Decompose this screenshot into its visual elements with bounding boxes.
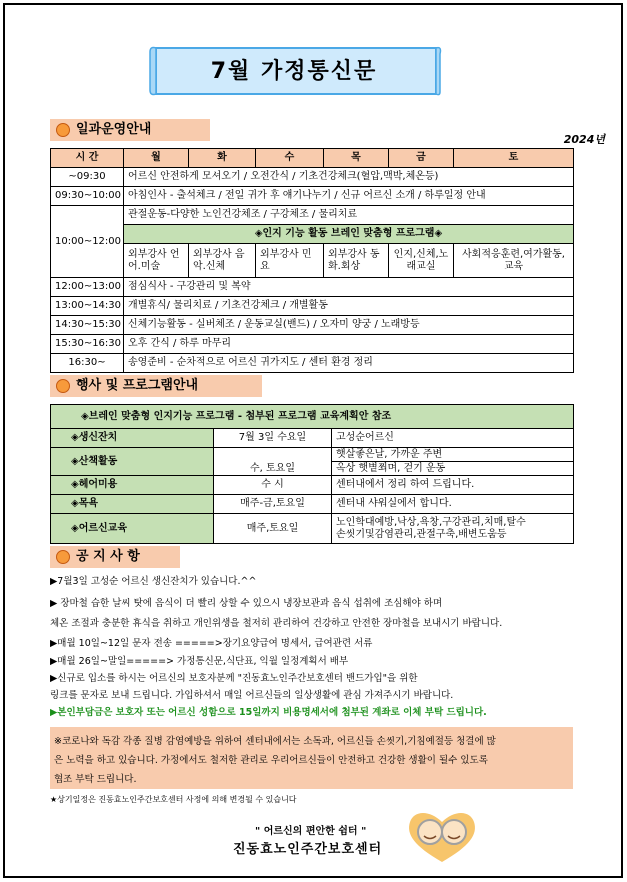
event-desc (332, 514, 574, 544)
event-when: 수 시 (214, 476, 332, 495)
section-notice-heading: 공 지 사 항 (50, 546, 180, 568)
program-cell: 사회적응훈련,여가활동,교육 (454, 244, 574, 278)
circle-bullet-icon (56, 379, 70, 393)
notice-line: 체온 조절과 충분한 휴식을 취하고 개인위생을 철저히 관리하여 건강하고 안전한 장마철을 보내시기 바랍니다. (50, 618, 503, 629)
col-header: 금 (389, 149, 454, 168)
event-when: 수, 토요일 (214, 448, 332, 476)
program-cell: 외부강사 언어.미술 (124, 244, 189, 278)
table-row (51, 429, 574, 448)
notice-line: ▶매월 26일~말일=====> 가정통신문,식단표, 익월 일정계획서 배부 (50, 656, 349, 667)
program-row (51, 244, 574, 278)
time-cell: 14:30~15:30 (51, 316, 124, 335)
table-row (51, 225, 574, 244)
section-schedule-heading: 일과운영안내 (50, 119, 210, 141)
event-desc: 센터내 샤워실에서 합니다. (332, 495, 574, 514)
schedule-header-row (51, 149, 574, 168)
event-name: ◈어르신교육 (51, 514, 214, 544)
page-title: 7월 가정통신문 (210, 59, 378, 84)
event-when: 7월 3일 수요일 (214, 429, 332, 448)
notice-line: ▶신규로 입소를 하시는 어르신의 보호자분께 "진동효노인주간보호센터 밴드가입"을 위한 (50, 673, 418, 684)
table-row (51, 476, 574, 495)
events-header: ◈브레인 맞춤형 인지기능 프로그램 - 첨부된 프로그램 교육계획안 참조 (51, 405, 574, 429)
notice-line: ※코로나와 독감 각종 질병 감염예방을 위하여 센터내에서는 소독과, 어르신들 손씻기,기침예절등 청결에 많 (54, 736, 496, 747)
event-desc: 햇살좋은날, 가까운 주변 (332, 448, 574, 462)
event-desc-line: 노인학대예방,낙상,욕창,구강관리,치매,탈수 (336, 516, 526, 528)
time-cell: 16:30~ (51, 354, 124, 373)
col-header: 토 (454, 149, 574, 168)
activity-cell: 관절운동-다양한 노인건강체조 / 구강체조 / 물리치료 (124, 206, 574, 225)
table-row (51, 297, 574, 316)
table-row (51, 495, 574, 514)
event-name: ◈헤어미용 (51, 476, 214, 495)
event-desc: 센터내에서 정리 하여 드립니다. (332, 476, 574, 495)
table-row (51, 448, 574, 462)
event-desc: 고성순어르신 (332, 429, 574, 448)
time-cell: 10:00~12:00 (51, 206, 124, 278)
circle-bullet-icon (56, 123, 70, 137)
table-row (51, 335, 574, 354)
program-cell: 인지,신체,노래교실 (389, 244, 454, 278)
col-header: 목 (324, 149, 389, 168)
program-banner-cell: ◈인지 기능 활동 브레인 맞춤형 프로그램◈ (124, 225, 574, 244)
schedule-table (50, 148, 574, 373)
activity-cell: 개별휴식/ 물리치료 / 기초건강체크 / 개별활동 (124, 297, 574, 316)
elderly-couple-icon (404, 806, 480, 864)
notice-line-highlight: ▶본인부담금은 보호자 또는 어르신 성함으로 15일까지 비용명세서에 첨부된 계좌로 이체 부탁 드립니다. (50, 707, 487, 718)
notice-line: 은 노력을 하고 있습니다. 가정에서도 철저한 관리로 우리어르신들이 안전하고 건강한 생활이 될수 있도록 (54, 755, 488, 766)
event-desc: 옥상 햇볕쬐며, 걷기 운동 (332, 462, 574, 476)
table-row (51, 316, 574, 335)
event-when: 매주,토요일 (214, 514, 332, 544)
table-row (51, 187, 574, 206)
time-cell: 12:00~13:00 (51, 278, 124, 297)
activity-cell: 오후 간식 / 하루 마무리 (124, 335, 574, 354)
program-cell: 외부강사 음악.신체 (189, 244, 256, 278)
table-row (51, 514, 574, 544)
col-header: 시 간 (51, 149, 124, 168)
table-row (51, 278, 574, 297)
program-cell: 외부강사 동화.회상 (324, 244, 389, 278)
time-cell: 09:30~10:00 (51, 187, 124, 206)
table-row (51, 168, 574, 187)
activity-cell: 신체기능활동 - 실버체조 / 운동교실(밴드) / 오자미 양궁 / 노래방등 (124, 316, 574, 335)
schedule-change-note: ★상기일정은 진동효노인주간보호센터 사정에 의해 변경될 수 있습니다 (50, 795, 297, 804)
time-cell: 13:00~14:30 (51, 297, 124, 316)
col-header: 월 (124, 149, 189, 168)
notice-line: 링크를 문자로 보내 드립니다. 가입하셔서 매일 어르신들의 일상생활에 관심 가져주시기 바랍니다. (50, 690, 454, 701)
footer-slogan: " 어르신의 편안한 쉼터 " (255, 826, 367, 837)
event-when: 매주-금,토요일 (214, 495, 332, 514)
event-name: ◈목욕 (51, 495, 214, 514)
time-cell: 15:30~16:30 (51, 335, 124, 354)
footer-center-name: 진동효노인주간보호센터 (233, 842, 383, 857)
events-header-row (51, 405, 574, 429)
activity-cell: 어르신 안전하게 모셔오기 / 오전간식 / 기초건강체크(혈압,맥박,체온등) (124, 168, 574, 187)
year-label: 2024년 (563, 133, 605, 146)
notice-line: 협조 부탁 드립니다. (54, 774, 137, 785)
table-row (51, 354, 574, 373)
activity-cell: 점심식사 - 구강관리 및 복약 (124, 278, 574, 297)
event-name: ◈생신잔치 (51, 429, 214, 448)
title-banner (146, 42, 442, 100)
events-table (50, 404, 574, 544)
event-name: ◈산책활동 (51, 448, 214, 476)
circle-bullet-icon (56, 550, 70, 564)
col-header: 화 (189, 149, 256, 168)
notice-line: ▶ 장마철 습한 날씨 탓에 음식이 더 빨리 상할 수 있으시 냉장보관과 음식 섭취에 조심해야 하며 (50, 598, 443, 609)
activity-cell: 아침인사 - 출석체크 / 전일 귀가 후 얘기나누기 / 신규 어르신 소개 / 하루일정 안내 (124, 187, 574, 206)
event-desc-line: 손씻기및감염관리,관절구축,배변도움등 (336, 528, 507, 540)
health-notice-box (50, 727, 573, 789)
time-cell: ~09:30 (51, 168, 124, 187)
section-events-heading: 행사 및 프로그램안내 (50, 375, 262, 397)
activity-cell: 송영준비 - 순차적으로 어르신 귀가지도 / 센터 환경 정리 (124, 354, 574, 373)
notice-line: ▶매월 10일~12일 문자 전송 =====>장기요양급여 명세서, 급여관련 서류 (50, 638, 373, 649)
notice-line: ▶7월3일 고성순 어르신 생신잔치가 있습니다.^^ (50, 576, 257, 587)
program-cell: 외부강사 민요 (256, 244, 324, 278)
table-row (51, 206, 574, 225)
col-header: 수 (256, 149, 324, 168)
